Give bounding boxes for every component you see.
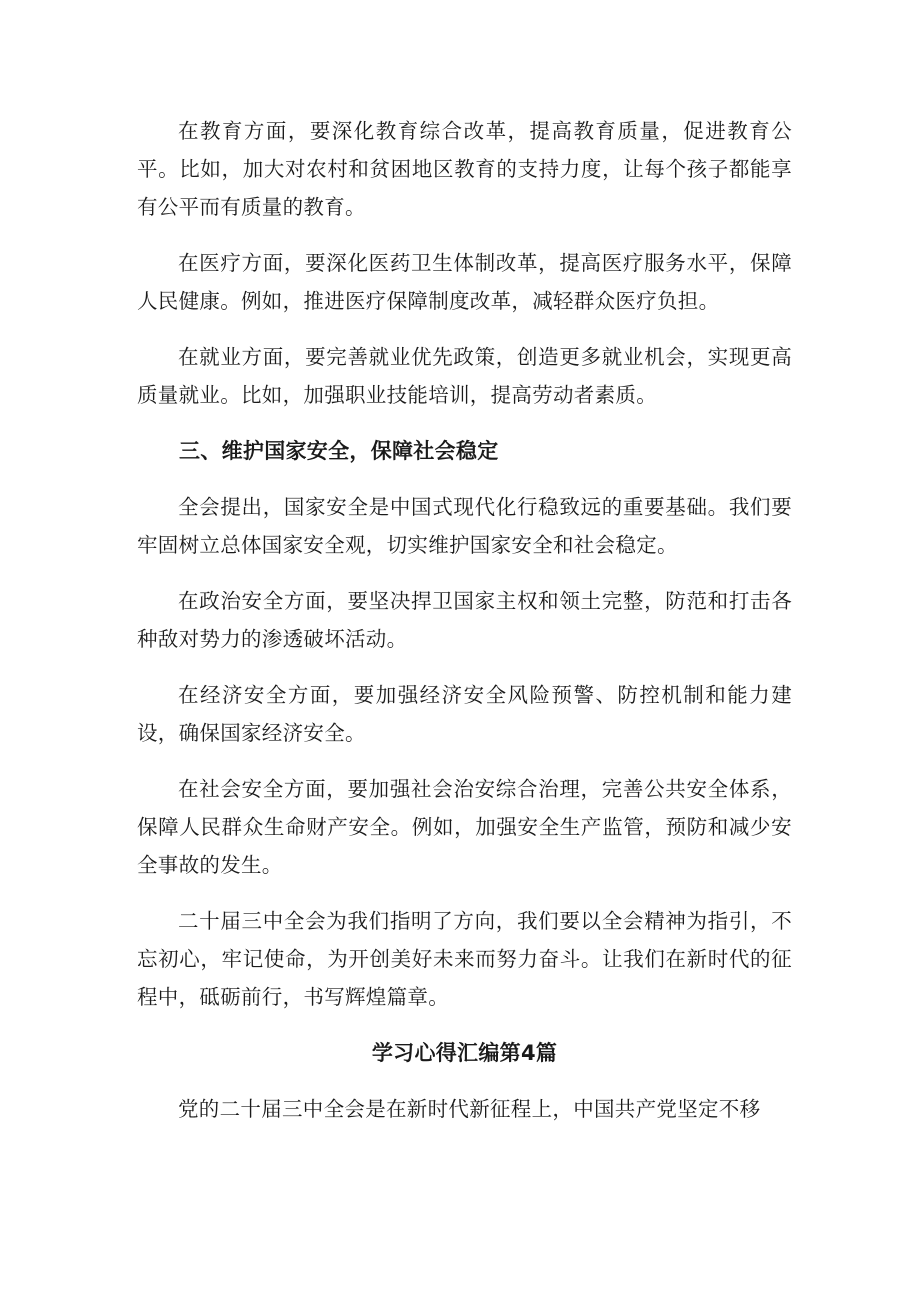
article-title: 学习心得汇编第4篇 bbox=[371, 1041, 558, 1065]
paragraph-conclusion: 二十届三中全会为我们指明了方向，我们要以全会精神为指引，不忘初心，牢记使命，为开创美好未来而努力奋斗。让我们在新时代的征程中，砥砺前行，书写辉煌篇章。 bbox=[137, 909, 792, 1009]
section-heading: 三、维护国家安全，保障社会稳定 bbox=[179, 439, 499, 463]
paragraph-article4-intro: 党的二十届三中全会是在新时代新征程上，中国共产党坚定不移 bbox=[178, 1097, 761, 1121]
paragraph-employment: 在就业方面，要完善就业优先政策，创造更多就业机会，实现更高质量就业。比如，加强职业技能培训，提高劳动者素质。 bbox=[137, 345, 792, 407]
paragraph-political-security: 在政治安全方面，要坚决捍卫国家主权和领土完整，防范和打击各种敌对势力的渗透破坏活动。 bbox=[137, 589, 792, 651]
paragraph-social-security: 在社会安全方面，要加强社会治安综合治理，完善公共安全体系，保障人民群众生命财产安全。例如，加强安全生产监管，预防和减少安全事故的发生。 bbox=[137, 777, 792, 877]
paragraph-healthcare: 在医疗方面，要深化医药卫生体制改革，提高医疗服务水平，保障人民健康。例如，推进医疗保障制度改革，减轻群众医疗负担。 bbox=[137, 251, 792, 313]
paragraph-economic-security: 在经济安全方面，要加强经济安全风险预警、防控机制和能力建设，确保国家经济安全。 bbox=[137, 683, 792, 745]
paragraph-national-security: 全会提出，国家安全是中国式现代化行稳致远的重要基础。我们要牢固树立总体国家安全观，切实维护国家安全和社会稳定。 bbox=[137, 495, 792, 557]
document-page bbox=[137, 112, 792, 1146]
paragraph-education: 在教育方面，要深化教育综合改革，提高教育质量，促进教育公平。比如，加大对农村和贫困地区教育的支持力度，让每个孩子都能享有公平而有质量的教育。 bbox=[137, 119, 792, 219]
